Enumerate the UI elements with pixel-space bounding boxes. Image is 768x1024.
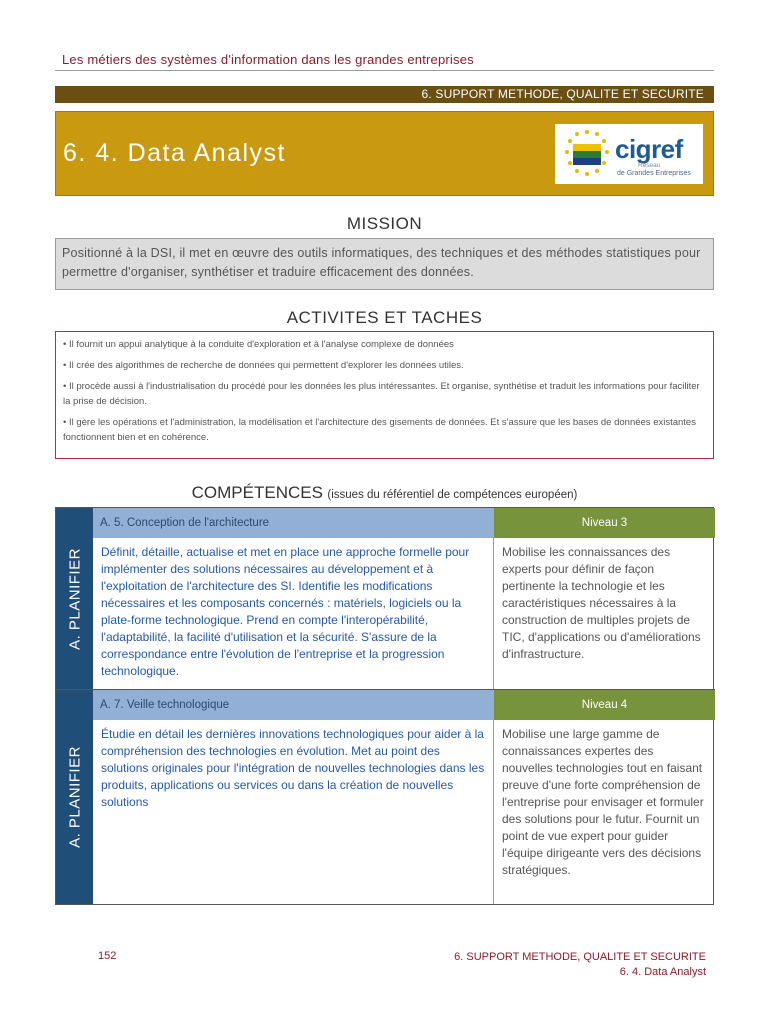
competence-level-description: Mobilise une large gamme de connaissances expertes des nouvelles technologies tout en faisant preuve d'une forte compréhension de l'entreprise pour envisager et formuler des solutions pour le futur. Fournit un point de vue expert pour guider l'équipe dirigeante vers des décisions stratégiques.: [502, 727, 704, 877]
section-bar: 6. SUPPORT METHODE, QUALITE ET SECURITE: [55, 86, 714, 103]
document-header-title: Les métiers des systèmes d'information dans les grandes entreprises: [62, 52, 474, 67]
competence-side-label: A. PLANIFIER: [66, 547, 83, 650]
footer-section: [454, 950, 706, 980]
competences-heading: [55, 483, 714, 503]
header-divider: [55, 70, 714, 71]
competence-side-label: A. PLANIFIER: [66, 746, 83, 848]
cigref-logo: [555, 124, 703, 184]
mission-text: Positionné à la DSI, il met en œuvre des outils informatiques, des techniques et des méthodes statistiques pour permettre d'organiser, synthétiser et traduire efficacement des données.: [55, 238, 714, 290]
activity-item: • Il procède aussi à l'industrialisation du procédé pour les données les plus intéressantes. Et organise, synthétise et traduit les informations pour faciliter la prise de décision.: [63, 381, 700, 407]
activity-item: • Il crée des algorithmes de recherche de données qui permettent d'explorer les données utiles.: [63, 360, 464, 371]
activities-list: [55, 331, 714, 459]
activity-item: • Il fournit un appui analytique à la conduite d'exploration et à l'analyse complexe de données: [63, 339, 454, 350]
logo-subtitle-1: Réseau: [638, 162, 661, 169]
competence-title: A. 7. Veille technologique: [93, 690, 494, 720]
competence-side-bar: [56, 508, 93, 689]
activity-item: • Il gère les opérations et l'administration, la modélisation et l'architecture des gisements de données. Et s'assure que les bases de données existantes fonctionnent bien et en cohérence.: [63, 417, 696, 443]
competence-level: Niveau 3: [494, 508, 715, 538]
competence-side-bar: [56, 690, 93, 904]
competence-description: Définit, détaille, actualise et met en place une approche formelle pour implémenter des solutions nécessaires au développement et à l'exploitation de l'architecture des SI. Identifie les modifications nécessaires et les composants concernés : matériels, logiciels ou la plate-forme technologique. Prend en compte l'interopérabilité, l'adaptabilité, la facilité d'utilisation et la sécurité. S'assure de la correspondance entre l'évolution de l'entreprise et la progression technologique.: [93, 538, 494, 689]
competences-subtitle: (issues du référentiel de compétences européen): [327, 489, 578, 501]
logo-wordmark: cigref: [615, 134, 683, 164]
competences-table: [55, 507, 714, 905]
competence-level: Niveau 4: [494, 690, 715, 720]
activities-heading: ACTIVITES ET TACHES: [286, 308, 483, 327]
title-banner: [55, 111, 714, 196]
page-title: 6. 4. Data Analyst: [63, 139, 286, 167]
competence-description: Étudie en détail les dernières innovations technologiques pour aider à la compréhension des technologies en évolution. Met au point des solutions originales pour l'intégration de nouvelles technologies dans les produits, applications ou services ou dans la création de nouvelles solutions: [93, 720, 494, 904]
logo-subtitle-2: de Grandes Entreprises: [617, 170, 691, 177]
footer-section-title: 6. SUPPORT METHODE, QUALITE ET SECURITE: [454, 951, 706, 963]
mission-heading: MISSION: [346, 214, 423, 233]
competence-level-description: Mobilise les connaissances des experts pour définir de façon pertinente la technologie et les caractéristiques nécessaires à la construction de multiples projets de TIC, d'applications ou d'améliorations d'infrastructure.: [502, 545, 701, 661]
competence-title: A. 5. Conception de l'architecture: [93, 508, 494, 538]
competences-title: COMPÉTENCES: [191, 483, 323, 502]
european-stars-icon: [559, 128, 615, 180]
footer-subsection-title: 6. 4. Data Analyst: [619, 966, 706, 978]
page-number: 152: [98, 950, 117, 962]
